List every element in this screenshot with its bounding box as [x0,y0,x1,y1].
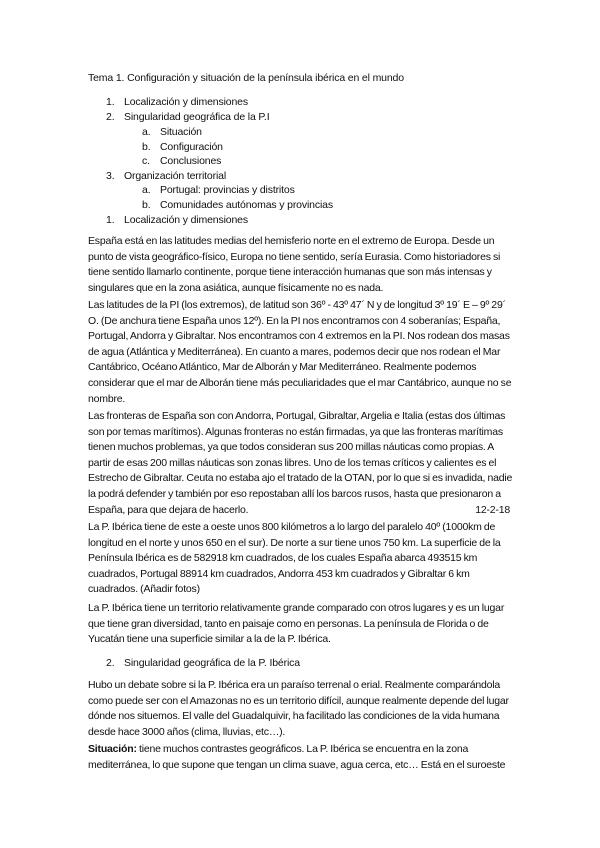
paragraph-situation: Situación: tiene muchos contrastes geográficos. La P. Ibérica se encuentra en la zona mediterránea, lo que supone que tengan un clima suave, agua cerca, etc… Está en el suroeste [88,743,506,771]
situation-label: Situación: [88,743,137,755]
date-label: 12-2-18 [475,503,510,516]
outline-subitem: a. Situación [142,126,202,138]
paragraph-latitudes: Las latitudes de la PI (los extremos), de latitud son 36º - 43º 47´ N y de longitud 3º 19´ E – 9º 29´ O. (De anchura tiene España unos 12º). En la PI nos encontramos con 4 soberanías; España, Portugal, Andorra y Gibraltar. Nos encontramos con 4 extremos en la PI. Nos rodean dos masas de agua (Atlántica y Mediterránea). En cuanto a mares, podemos decir que nos rodean el Mar Cantábrico, Océano Atlántico, Mar de Alborán y Mar Mediterráneo. Realmente podemos considerar que el mar de Alborán tiene más peculiaridades que el mar Cantábrico, aunque no se nombre. [88,299,512,405]
paragraph-territory: La P. Ibérica tiene un territorio relativamente grande comparado con otros lugares y es un lugar que tiene gran diversidad, tanto en paisaje como en personas. La península de Florida o de Yucatán tiene una superficie similar a la de la P. Ibérica. [88,602,505,646]
outline-subitem: b. Configuración [142,141,223,153]
paragraph-dimensions: La P. Ibérica tiene de este a oeste unos 800 kilómetros a lo largo del paralelo 40º (1000km de longitud en el norte y unos 650 en el sur). De norte a sur tiene unos 750 km. La superficie de la Península Ibérica es de 582918 km cuadrados, de los cuales España abarca 493515 km cuadrados, Portugal 88914 km cuadrados, Andorra 453 km cuadrados y Gibraltar 6 km cuadrados. (Añadir fotos) [88,521,501,596]
paragraph-debate: Hubo un debate sobre si la P. Ibérica era un paraíso terrenal o erial. Realmente comparándola como puede ser con el Amazonas no es un territorio difícil, aunque realmente depende del lugar dónde nos situemos. El valle del Guadalquivir, ha facilitado las condiciones de la vida humana desde hace 3000 años (clima, lluvias, etc…). [88,679,509,738]
outline-subitem: c. Conclusiones [142,155,222,167]
outline-subitem: b. Comunidades autónomas y provincias [142,199,333,211]
outline-item: 1. Localización y dimensiones [106,214,248,226]
paragraph-location: España está en las latitudes medias del hemisferio norte en el extremo de Europa. Desde un punto de vista geográfico-físico, Europa no tiene sentido, sería Eurasia. Como historiadores si tiene sentido llamarlo continente, porque tiene interacción humanas que son más intensas y singulares que en la zona asiática, aunque físicamente no es nada. [88,235,501,294]
document-title: Tema 1. Configuración y situación de la península ibérica en el mundo [88,72,404,84]
outline-item: 3. Organización territorial [106,170,227,182]
outline-item: 2. Singularidad geográfica de la P.I [106,111,270,123]
outline-item: 1. Localización y dimensiones [106,96,248,108]
outline-subitem: a. Portugal: provincias y distritos [142,184,295,196]
paragraph-borders: Las fronteras de España son con Andorra, Portugal, Gibraltar, Argelia e Italia (estas dos últimas son por temas marítimos). Algunas fronteras no están firmadas, ya que las fronteras marítimas tienen muchos problemas, ya que todos consideran sus 200 millas náuticas como propias. A partir de esas 200 millas náuticas son zonas libres. Uno de los temas críticos y calientes es el Estrecho de Gibraltar. Ceuta no estaba ajo el tratado de la OTAN, por lo que si es invadida, nadie la podrá defender y también por eso repostaban allí los barcos rusos, hasta que presionaron a España, para que dejara de hacerlo. 12-2-18 [88,409,518,518]
section-heading: 2. Singularidad geográfica de la P. Ibérica [106,657,300,669]
